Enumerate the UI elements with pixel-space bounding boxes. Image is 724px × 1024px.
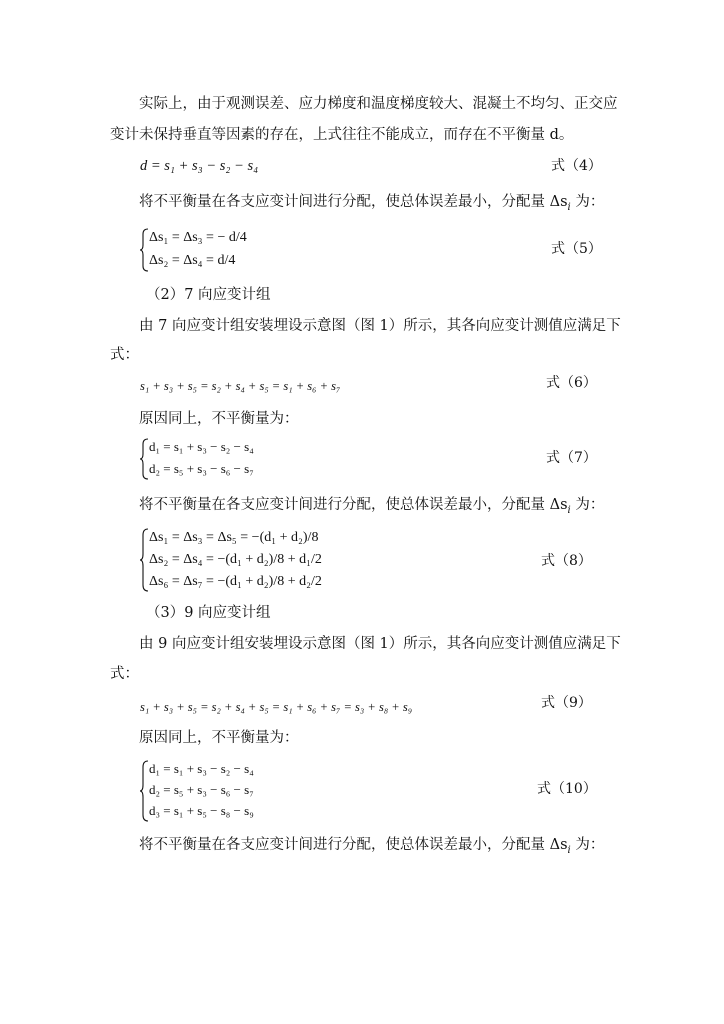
equation-5-row: Δs₂ = Δs₄ = d/4 (149, 253, 236, 268)
equation-8-system (140, 528, 400, 592)
equation-10-row: d₃ = s₁ + s₅ − s₈ − s₉ (149, 803, 254, 818)
paragraph-line: 式： (110, 347, 139, 363)
paragraph-text: 将不平衡量在各支应变计间进行分配，使总体误差最小，分配量 Δs (139, 194, 568, 210)
paragraph-text: 将不平衡量在各支应变计间进行分配，使总体误差最小，分配量 Δs (139, 837, 568, 853)
equation-8-label: 式（8） (541, 553, 592, 569)
equation-8-row: Δs₁ = Δs₃ = Δs₅ = −(d₁ + d₂)/8 (149, 530, 319, 545)
equation-8-row: Δs₆ = Δs₇ = −(d₁ + d₂)/8 + d₂/2 (149, 574, 322, 589)
equation-8-row: Δs₂ = Δs₄ = −(d₁ + d₂)/8 + d₁/2 (149, 552, 322, 567)
section-heading: （2）7 向应变计组 (146, 287, 271, 303)
paragraph-text: 将不平衡量在各支应变计间进行分配，使总体误差最小，分配量 Δs (139, 497, 568, 513)
equation-6-label: 式（6） (546, 375, 597, 391)
paragraph-line: 实际上，由于观测误差、应力梯度和温度梯度较大、混凝土不均匀、正交应 (139, 96, 618, 112)
equation-7-system (140, 438, 340, 480)
equation-10-row: d₂ = s₅ + s₃ − s₆ − s₇ (149, 782, 254, 797)
equation-6: s₁ + s₃ + s₅ = s₂ + s₄ + s₅ = s₁ + s₆ + s₇ (140, 379, 341, 393)
equation-7-row: d₁ = s₁ + s₃ − s₂ − s₄ (149, 439, 254, 454)
equation-9-label: 式（9） (541, 695, 592, 711)
equation-5-row: Δs₁ = Δs₃ = − d/4 (149, 230, 247, 245)
equation-9: s₁ + s₃ + s₅ = s₂ + s₄ + s₅ = s₁ + s₆ + s₇ = s₃ + s₈ + s₉ (140, 700, 413, 714)
equation-5-system (140, 228, 340, 272)
paragraph-line (139, 496, 604, 520)
section-heading: （3）9 向应变计组 (146, 605, 271, 621)
paragraph-line (139, 193, 604, 217)
subscript: i (567, 201, 571, 213)
paragraph-text: 为： (570, 837, 605, 853)
paragraph-text: 为： (570, 194, 605, 210)
equation-7-row: d₂ = s₅ + s₃ − s₆ − s₇ (149, 461, 254, 476)
equation-7-label: 式（7） (546, 450, 597, 466)
paragraph-line: 变计未保持垂直等因素的存在，上式往往不能成立，而存在不平衡量 d。 (110, 127, 574, 143)
equation-10-row: d₁ = s₁ + s₃ − s₂ − s₄ (149, 761, 254, 776)
paragraph-line: 式： (110, 666, 139, 682)
paragraph-line: 由 7 向应变计组安装埋设示意图（图 1）所示，其各向应变计测值应满足下 (139, 318, 621, 334)
equation-10-label: 式（10） (537, 781, 597, 797)
equation-5-label: 式（5） (551, 241, 602, 257)
subscript: i (567, 844, 571, 856)
equation-10-system (140, 760, 340, 822)
paragraph-line: 由 9 向应变计组安装埋设示意图（图 1）所示，其各向应变计测值应满足下 (139, 636, 621, 652)
equation-4-label: 式（4） (551, 158, 602, 174)
paragraph-line: 原因同上，不平衡量为： (139, 730, 299, 746)
paragraph-text: 为： (570, 497, 605, 513)
paragraph-line: 原因同上，不平衡量为： (139, 411, 299, 427)
paragraph-line (139, 836, 604, 860)
equation-4: d = s₁ + s₃ − s₂ − s₄ (140, 158, 259, 174)
subscript: i (567, 504, 571, 516)
